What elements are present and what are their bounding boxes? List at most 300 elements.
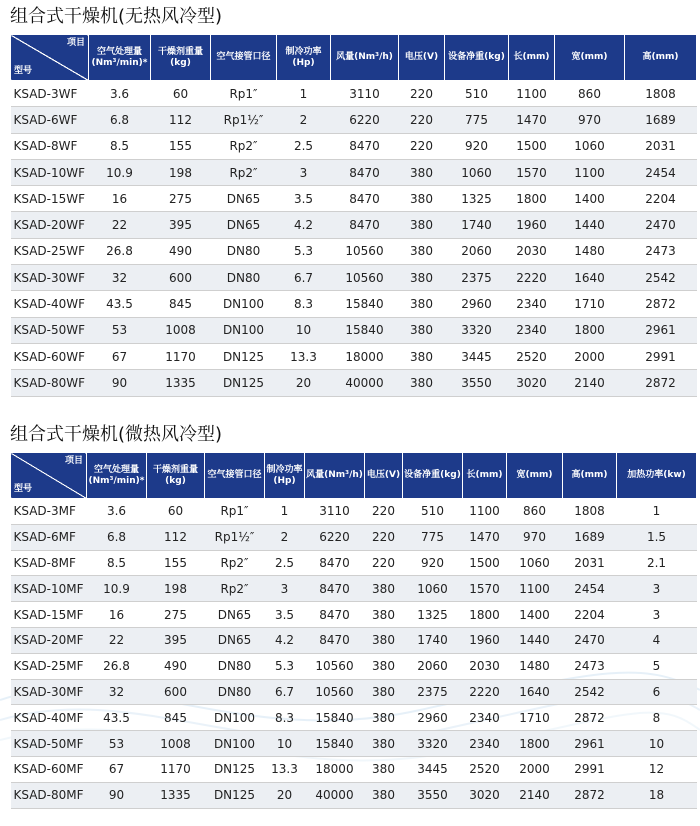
table-cell: 220 [365, 524, 403, 550]
table-body [11, 499, 697, 809]
table-row [11, 653, 697, 679]
table-cell: 380 [365, 653, 403, 679]
table-section-micro-heat [10, 424, 696, 809]
model-cell: KSAD-15MF [11, 602, 87, 628]
table-cell: 2542 [625, 265, 697, 291]
table-cell: 600 [147, 679, 205, 705]
table-cell: DN65 [205, 627, 265, 653]
table-cell: 5.3 [277, 238, 331, 264]
table-cell: 220 [365, 499, 403, 525]
table-cell: 2030 [509, 238, 555, 264]
column-header: 设备净重(kg) [403, 453, 463, 499]
model-cell: KSAD-30MF [11, 679, 87, 705]
table-cell: 43.5 [89, 291, 151, 317]
column-header: 高(mm) [563, 453, 617, 499]
table-cell: 3110 [331, 81, 399, 107]
table-cell: 43.5 [87, 705, 147, 731]
column-header: 长(mm) [509, 35, 555, 81]
table-cell: 2140 [555, 370, 625, 396]
table-cell: 32 [87, 679, 147, 705]
table-cell: 275 [147, 602, 205, 628]
column-header: 风量(Nm³/h) [331, 35, 399, 81]
table-cell: 15840 [331, 317, 399, 343]
table-cell: 2872 [625, 291, 697, 317]
table-cell: 2872 [625, 370, 697, 396]
table-cell: 20 [265, 782, 305, 808]
table-cell: Rp2″ [211, 133, 277, 159]
table-cell: 2454 [625, 159, 697, 185]
table-cell: DN125 [205, 756, 265, 782]
table-cell: 2340 [463, 705, 507, 731]
section-title: 组合式干燥机(无热风冷型) [10, 6, 223, 27]
table-cell: 380 [399, 291, 445, 317]
header-row [11, 453, 697, 499]
table-cell: 4.2 [265, 627, 305, 653]
table-cell: 2473 [563, 653, 617, 679]
table-cell: 53 [89, 317, 151, 343]
spec-table [10, 452, 697, 809]
table-cell: 380 [365, 602, 403, 628]
table-cell: 6.7 [265, 679, 305, 705]
model-cell: KSAD-40WF [11, 291, 89, 317]
table-row [11, 731, 697, 757]
table-cell: 510 [445, 81, 509, 107]
header-model-label: 型号 [14, 66, 33, 76]
table-cell: 2220 [463, 679, 507, 705]
table-row [11, 679, 697, 705]
table-cell: 22 [87, 627, 147, 653]
table-cell: 155 [151, 133, 211, 159]
table-cell: 1740 [403, 627, 463, 653]
table-row [11, 782, 697, 808]
table-cell: 3.5 [265, 602, 305, 628]
table-row [11, 238, 697, 264]
table-cell: Rp2″ [211, 159, 277, 185]
table-cell: 3550 [403, 782, 463, 808]
table-row [11, 627, 697, 653]
model-cell: KSAD-3MF [11, 499, 87, 525]
table-cell: 3 [277, 159, 331, 185]
table-cell: 2140 [507, 782, 563, 808]
table-cell: 26.8 [87, 653, 147, 679]
table-cell: 3 [617, 576, 697, 602]
table-cell: 2.1 [617, 550, 697, 576]
table-cell: 8.5 [89, 133, 151, 159]
table-cell: 2872 [563, 705, 617, 731]
table-cell: 380 [399, 343, 445, 369]
table-cell: 1170 [151, 343, 211, 369]
table-cell: 2204 [625, 186, 697, 212]
table-cell: 1500 [463, 550, 507, 576]
model-cell: KSAD-80WF [11, 370, 89, 396]
table-cell: 2454 [563, 576, 617, 602]
table-cell: 2220 [509, 265, 555, 291]
table-cell: 275 [151, 186, 211, 212]
table-cell: 1808 [625, 81, 697, 107]
table-cell: 3320 [403, 731, 463, 757]
table-cell: 2 [277, 107, 331, 133]
table-cell: 380 [365, 576, 403, 602]
table-cell: 10560 [331, 265, 399, 291]
table-cell: 2470 [625, 212, 697, 238]
table-cell: 13.3 [265, 756, 305, 782]
table-cell: 510 [403, 499, 463, 525]
table-cell: 10 [617, 731, 697, 757]
table-cell: 2 [265, 524, 305, 550]
table-cell: 22 [89, 212, 151, 238]
model-cell: KSAD-80MF [11, 782, 87, 808]
table-cell: 860 [507, 499, 563, 525]
table-cell: 380 [365, 782, 403, 808]
table-row [11, 705, 697, 731]
table-cell: 90 [87, 782, 147, 808]
table-cell: 845 [147, 705, 205, 731]
table-cell: 3 [265, 576, 305, 602]
table-cell: 1800 [509, 186, 555, 212]
table-cell: 90 [89, 370, 151, 396]
table-cell: 490 [147, 653, 205, 679]
table-cell: 3445 [445, 343, 509, 369]
table-cell: 67 [87, 756, 147, 782]
table-cell: 3.5 [277, 186, 331, 212]
table-cell: 3320 [445, 317, 509, 343]
header-corner [11, 35, 89, 81]
model-cell: KSAD-8MF [11, 550, 87, 576]
table-cell: 40000 [331, 370, 399, 396]
table-cell: 2.5 [265, 550, 305, 576]
table-cell: 2470 [563, 627, 617, 653]
table-cell: Rp1½″ [205, 524, 265, 550]
table-cell: 2991 [563, 756, 617, 782]
table-cell: Rp1″ [211, 81, 277, 107]
table-cell: 395 [151, 212, 211, 238]
table-cell: Rp2″ [205, 576, 265, 602]
table-cell: 198 [147, 576, 205, 602]
model-cell: KSAD-50MF [11, 731, 87, 757]
table-cell: 10560 [305, 653, 365, 679]
model-cell: KSAD-30WF [11, 265, 89, 291]
column-header: 空气接管口径 [205, 453, 265, 499]
table-cell: Rp2″ [205, 550, 265, 576]
table-cell: 16 [87, 602, 147, 628]
table-cell: 1100 [463, 499, 507, 525]
model-cell: KSAD-60MF [11, 756, 87, 782]
table-cell: 3550 [445, 370, 509, 396]
column-header: 加热功率(kw) [617, 453, 697, 499]
table-cell: 970 [555, 107, 625, 133]
table-cell: 15840 [305, 731, 365, 757]
column-header: 风量(Nm³/h) [305, 453, 365, 499]
column-header: 制冷功率(Hp) [265, 453, 305, 499]
table-cell: 2375 [403, 679, 463, 705]
table-cell: 1710 [507, 705, 563, 731]
table-cell: 6.7 [277, 265, 331, 291]
table-cell: Rp1½″ [211, 107, 277, 133]
table-cell: DN80 [205, 679, 265, 705]
table-cell: 198 [151, 159, 211, 185]
table-cell: 8470 [305, 576, 365, 602]
table-cell: 2991 [625, 343, 697, 369]
table-cell: 1400 [507, 602, 563, 628]
table-cell: 16 [89, 186, 151, 212]
table-cell: 380 [399, 238, 445, 264]
table-row [11, 186, 697, 212]
table-cell: 112 [151, 107, 211, 133]
table-cell: 18000 [305, 756, 365, 782]
table-cell: 600 [151, 265, 211, 291]
table-cell: 1800 [507, 731, 563, 757]
table-cell: 380 [365, 705, 403, 731]
table-cell: 1480 [555, 238, 625, 264]
table-cell: 2204 [563, 602, 617, 628]
table-cell: 13.3 [277, 343, 331, 369]
header-model-label: 型号 [14, 484, 33, 494]
table-cell: 3020 [509, 370, 555, 396]
table-cell: 1060 [445, 159, 509, 185]
column-header: 干燥剂重量(kg) [151, 35, 211, 81]
table-cell: 2060 [445, 238, 509, 264]
spec-table [10, 34, 697, 397]
table-cell: 15840 [305, 705, 365, 731]
table-cell: 4 [617, 627, 697, 653]
table-cell: 3.6 [87, 499, 147, 525]
column-header: 高(mm) [625, 35, 697, 81]
table-cell: 860 [555, 81, 625, 107]
column-header: 电压(V) [365, 453, 403, 499]
table-cell: DN125 [205, 782, 265, 808]
table-cell: 10560 [305, 679, 365, 705]
table-cell: 2961 [625, 317, 697, 343]
table-row [11, 756, 697, 782]
table-cell: 10560 [331, 238, 399, 264]
table-cell: 2960 [445, 291, 509, 317]
column-header: 设备净重(kg) [445, 35, 509, 81]
model-cell: KSAD-6WF [11, 107, 89, 133]
table-cell: DN100 [205, 705, 265, 731]
column-header: 空气接管口径 [211, 35, 277, 81]
header-corner [11, 453, 87, 499]
table-cell: 380 [399, 317, 445, 343]
table-cell: 1 [617, 499, 697, 525]
table-cell: 1640 [507, 679, 563, 705]
table-cell: 1400 [555, 186, 625, 212]
table-cell: 2340 [509, 291, 555, 317]
table-cell: 53 [87, 731, 147, 757]
table-cell: 2340 [509, 317, 555, 343]
table-cell: 2520 [463, 756, 507, 782]
table-section-no-heat [10, 6, 696, 397]
model-cell: KSAD-6MF [11, 524, 87, 550]
table-cell: 1008 [151, 317, 211, 343]
table-cell: 18 [617, 782, 697, 808]
table-cell: 8470 [305, 602, 365, 628]
table-cell: 1440 [555, 212, 625, 238]
table-cell: DN65 [211, 212, 277, 238]
table-cell: 6.8 [89, 107, 151, 133]
table-cell: 775 [445, 107, 509, 133]
table-cell: 1325 [445, 186, 509, 212]
table-cell: 490 [151, 238, 211, 264]
table-row [11, 550, 697, 576]
table-cell: 380 [399, 159, 445, 185]
table-cell: 2960 [403, 705, 463, 731]
model-cell: KSAD-20WF [11, 212, 89, 238]
table-row [11, 602, 697, 628]
table-cell: 6220 [305, 524, 365, 550]
table-cell: 5 [617, 653, 697, 679]
table-cell: 1808 [563, 499, 617, 525]
table-cell: 8470 [331, 212, 399, 238]
table-cell: 8.3 [277, 291, 331, 317]
table-body [11, 81, 697, 397]
table-cell: 20 [277, 370, 331, 396]
table-cell: 1060 [507, 550, 563, 576]
table-cell: 2375 [445, 265, 509, 291]
table-row [11, 524, 697, 550]
table-cell: 220 [399, 81, 445, 107]
table-cell: 1100 [509, 81, 555, 107]
table-cell: 3 [617, 602, 697, 628]
table-cell: 1060 [555, 133, 625, 159]
table-cell: 3110 [305, 499, 365, 525]
column-header: 长(mm) [463, 453, 507, 499]
table-cell: 18000 [331, 343, 399, 369]
table-cell: 8470 [331, 133, 399, 159]
model-cell: KSAD-8WF [11, 133, 89, 159]
table-cell: 2031 [563, 550, 617, 576]
table-cell: 1570 [463, 576, 507, 602]
table-cell: 220 [399, 133, 445, 159]
table-cell: 380 [365, 731, 403, 757]
table-cell: 1740 [445, 212, 509, 238]
table-cell: 380 [365, 756, 403, 782]
model-cell: KSAD-10WF [11, 159, 89, 185]
table-row [11, 291, 697, 317]
table-cell: 8470 [331, 159, 399, 185]
table-cell: 380 [399, 370, 445, 396]
table-cell: 155 [147, 550, 205, 576]
table-cell: 2872 [563, 782, 617, 808]
table-cell: 1470 [463, 524, 507, 550]
table-cell: 1800 [555, 317, 625, 343]
table-cell: 2000 [555, 343, 625, 369]
section-title: 组合式干燥机(微热风冷型) [10, 424, 223, 445]
table-cell: 2340 [463, 731, 507, 757]
table-cell: 1960 [509, 212, 555, 238]
table-cell: 970 [507, 524, 563, 550]
table-cell: 10.9 [87, 576, 147, 602]
table-cell: 380 [365, 679, 403, 705]
table-cell: 8470 [331, 186, 399, 212]
table-cell: 2030 [463, 653, 507, 679]
table-cell: 67 [89, 343, 151, 369]
table-cell: 2542 [563, 679, 617, 705]
table-cell: DN125 [211, 370, 277, 396]
table-cell: 8.5 [87, 550, 147, 576]
table-cell: 5.3 [265, 653, 305, 679]
table-cell: 2520 [509, 343, 555, 369]
table-cell: 3020 [463, 782, 507, 808]
table-cell: 32 [89, 265, 151, 291]
table-cell: 1335 [147, 782, 205, 808]
table-cell: 6 [617, 679, 697, 705]
table-row [11, 265, 697, 291]
model-cell: KSAD-3WF [11, 81, 89, 107]
table-row [11, 499, 697, 525]
table-cell: 1640 [555, 265, 625, 291]
table-cell: 8.3 [265, 705, 305, 731]
table-cell: 380 [399, 186, 445, 212]
table-cell: 1470 [509, 107, 555, 133]
table-cell: 1335 [151, 370, 211, 396]
table-cell: DN80 [205, 653, 265, 679]
table-cell: 775 [403, 524, 463, 550]
table-cell: 1170 [147, 756, 205, 782]
table-cell: 8 [617, 705, 697, 731]
table-cell: 1325 [403, 602, 463, 628]
column-header: 宽(mm) [555, 35, 625, 81]
table-row [11, 159, 697, 185]
table-cell: 1570 [509, 159, 555, 185]
table-cell: 1480 [507, 653, 563, 679]
table-cell: 12 [617, 756, 697, 782]
column-header: 干燥剂重量(kg) [147, 453, 205, 499]
table-cell: 8470 [305, 627, 365, 653]
table-cell: 10 [277, 317, 331, 343]
model-cell: KSAD-20MF [11, 627, 87, 653]
table-cell: 1.5 [617, 524, 697, 550]
header-item-label: 项目 [64, 456, 83, 466]
table-cell: 15840 [331, 291, 399, 317]
table-cell: 60 [151, 81, 211, 107]
model-cell: KSAD-25MF [11, 653, 87, 679]
table-cell: 4.2 [277, 212, 331, 238]
model-cell: KSAD-25WF [11, 238, 89, 264]
table-cell: 112 [147, 524, 205, 550]
table-cell: 10 [265, 731, 305, 757]
table-cell: DN100 [205, 731, 265, 757]
table-cell: 2000 [507, 756, 563, 782]
table-cell: 6.8 [87, 524, 147, 550]
table-row [11, 370, 697, 396]
table-cell: 395 [147, 627, 205, 653]
header-item-label: 项目 [66, 38, 85, 48]
table-cell: 40000 [305, 782, 365, 808]
model-cell: KSAD-40MF [11, 705, 87, 731]
table-cell: 1960 [463, 627, 507, 653]
table-row [11, 107, 697, 133]
model-cell: KSAD-10MF [11, 576, 87, 602]
table-cell: 920 [445, 133, 509, 159]
table-cell: 10.9 [89, 159, 151, 185]
table-cell: 1500 [509, 133, 555, 159]
table-cell: 1689 [563, 524, 617, 550]
table-cell: DN100 [211, 291, 277, 317]
table-cell: 1060 [403, 576, 463, 602]
table-cell: 3.6 [89, 81, 151, 107]
table-row [11, 576, 697, 602]
table-cell: 1008 [147, 731, 205, 757]
table-cell: DN80 [211, 265, 277, 291]
table-cell: 6220 [331, 107, 399, 133]
table-row [11, 317, 697, 343]
table-row [11, 81, 697, 107]
table-cell: DN65 [211, 186, 277, 212]
table-cell: Rp1″ [205, 499, 265, 525]
table-cell: 1 [265, 499, 305, 525]
table-cell: 1689 [625, 107, 697, 133]
table-cell: 2961 [563, 731, 617, 757]
